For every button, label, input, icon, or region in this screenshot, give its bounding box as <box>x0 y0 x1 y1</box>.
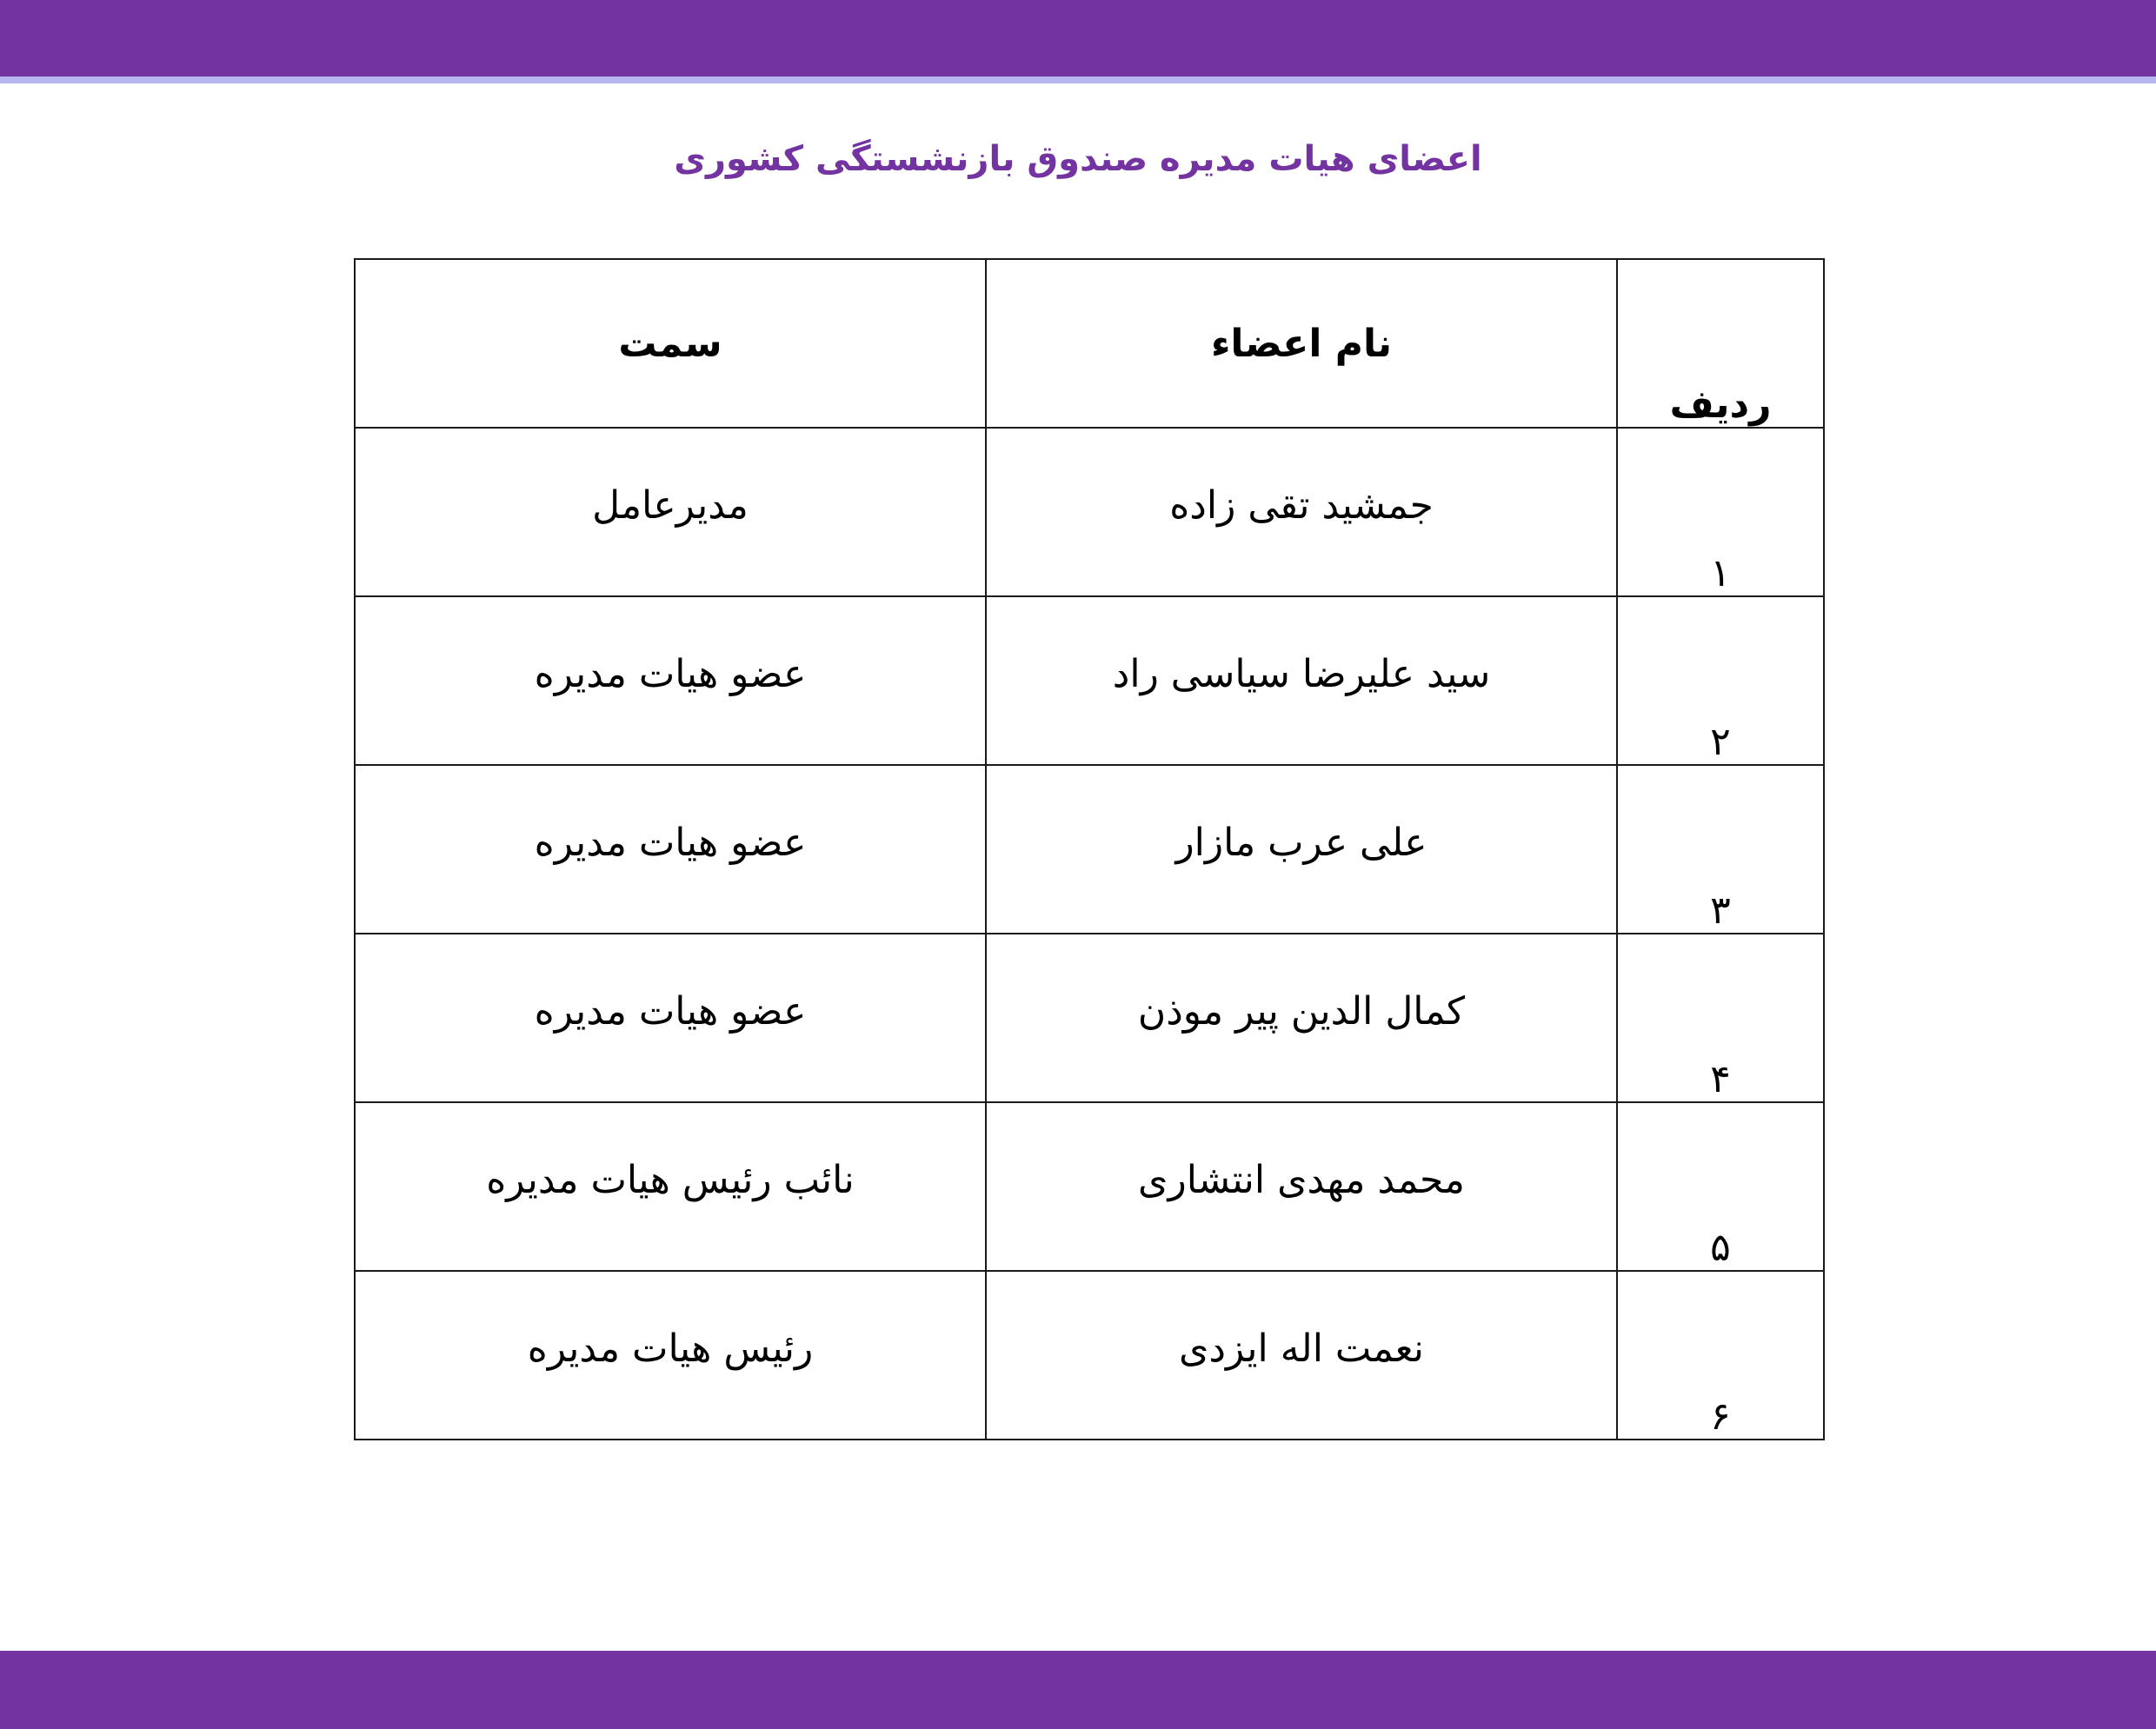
table-row <box>355 428 1824 596</box>
member-role-cell <box>355 428 986 596</box>
member-role: رئیس هیات مدیره <box>527 1326 814 1371</box>
member-role: نائب رئیس هیات مدیره <box>486 1157 855 1202</box>
table-row <box>355 934 1824 1102</box>
bottom-banner <box>0 1651 2156 1729</box>
table-row <box>355 765 1824 934</box>
column-header-row-number: ردیف <box>1617 259 1824 428</box>
member-name: نعمت اله ایزدی <box>1178 1326 1425 1371</box>
member-role-cell <box>355 1271 986 1440</box>
row-number-cell: ۵ <box>1617 1102 1824 1271</box>
member-role-cell <box>355 596 986 765</box>
member-name-cell <box>986 934 1617 1102</box>
member-name: جمشید تقی زاده <box>1169 482 1434 528</box>
member-role: عضو هیات مدیره <box>534 651 807 696</box>
member-name: محمد مهدی انتشاری <box>1138 1157 1465 1202</box>
member-name-cell <box>986 765 1617 934</box>
row-number-cell: ۳ <box>1617 765 1824 934</box>
member-role-cell <box>355 765 986 934</box>
page-title: اعضای هیات مدیره صندوق بازنشستگی کشوری <box>674 139 1482 179</box>
member-role-cell <box>355 934 986 1102</box>
member-role: عضو هیات مدیره <box>534 820 807 865</box>
member-role: مدیرعامل <box>592 482 749 528</box>
member-name-cell <box>986 428 1617 596</box>
row-number-cell: ۱ <box>1617 428 1824 596</box>
table-header-row <box>355 259 1824 428</box>
member-name-cell <box>986 1271 1617 1440</box>
member-role: عضو هیات مدیره <box>534 988 807 1034</box>
member-name-cell <box>986 596 1617 765</box>
table-row <box>355 596 1824 765</box>
member-name-cell <box>986 1102 1617 1271</box>
row-number-cell: ۶ <box>1617 1271 1824 1440</box>
table-row <box>355 1271 1824 1440</box>
table-row <box>355 1102 1824 1271</box>
member-name: علی عرب مازار <box>1175 820 1427 865</box>
board-members-table <box>354 258 1825 1440</box>
row-number-cell: ۲ <box>1617 596 1824 765</box>
column-header-role: سمت <box>355 259 986 428</box>
member-name: کمال الدین پیر موذن <box>1137 988 1466 1034</box>
member-role-cell <box>355 1102 986 1271</box>
top-banner <box>0 0 2156 83</box>
column-header-name: نام اعضاء <box>986 259 1617 428</box>
row-number-cell: ۴ <box>1617 934 1824 1102</box>
member-name: سید علیرضا سیاسی راد <box>1112 651 1491 696</box>
